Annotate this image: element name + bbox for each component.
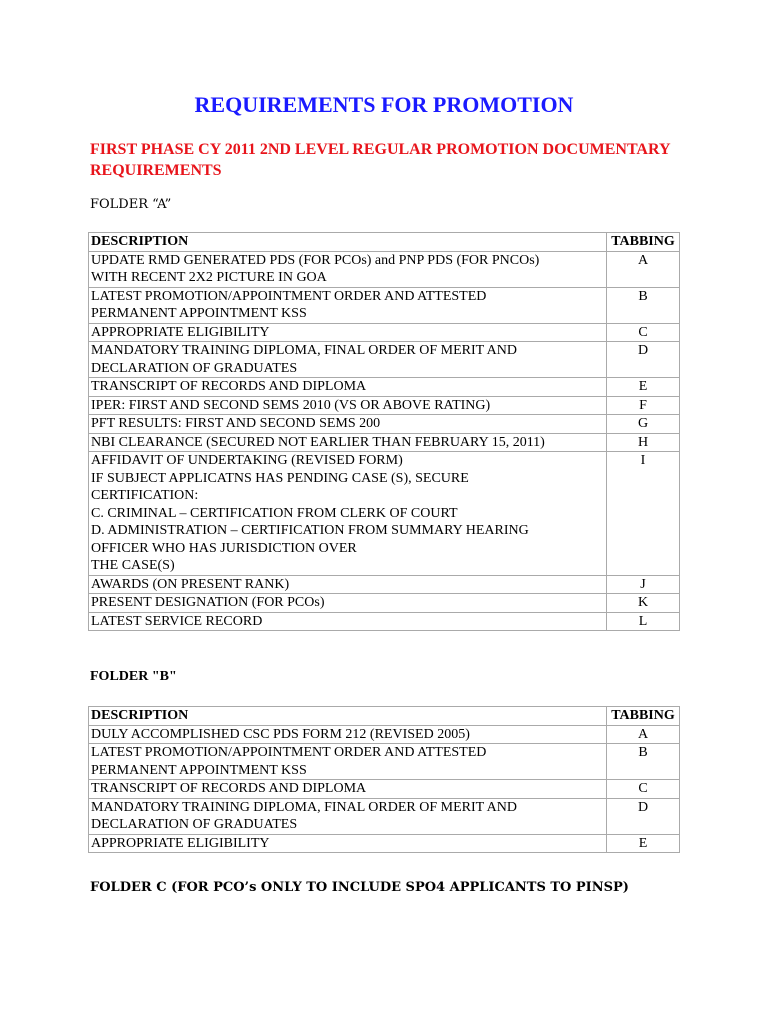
description-line: TRANSCRIPT OF RECORDS AND DIPLOMA [91,781,367,796]
description-line: DECLARATION OF GRADUATES [91,817,298,832]
row-tabbing: B [607,744,680,780]
row-tabbing: H [607,433,680,452]
table-row [89,323,680,342]
row-description [89,415,607,434]
row-description [89,452,607,576]
tabbing-header: TABBING [607,233,680,252]
row-tabbing: I [607,452,680,576]
description-line: MANDATORY TRAINING DIPLOMA, FINAL ORDER OF MERIT AND [91,799,517,815]
table-header-row [89,707,680,726]
description-line: WITH RECENT 2X2 PICTURE IN GOA [91,270,327,285]
description-header: DESCRIPTION [89,707,607,726]
document-subtitle: FIRST PHASE CY 2011 2ND LEVEL REGULAR PROMOTION DOCUMENTARY REQUIREMENTS [90,141,670,179]
description-line: AWARDS (ON PRESENT RANK) [91,576,290,592]
row-description [89,744,607,780]
table-row [89,415,680,434]
row-tabbing: K [607,594,680,613]
description-line: NBI CLEARANCE (SECURED NOT EARLIER THAN FEBRUARY 15, 2011) [91,434,545,450]
row-description [89,612,607,631]
description-line: UPDATE RMD GENERATED PDS (FOR PCOs) and PNP PDS (FOR PNCOs) [91,252,540,268]
row-description [89,323,607,342]
row-tabbing: B [607,287,680,323]
row-description [89,798,607,834]
table-row [89,287,680,323]
description-line: MANDATORY TRAINING DIPLOMA, FINAL ORDER OF MERIT AND [91,343,517,358]
table-row [89,780,680,799]
folder-a-table [88,232,680,631]
row-tabbing: G [607,415,680,434]
description-line: IF SUBJECT APPLICATNS HAS PENDING CASE (S), SECURE [91,470,469,486]
table-row [89,396,680,415]
row-description [89,433,607,452]
table-row [89,433,680,452]
table-row [89,251,680,287]
description-line: AFFIDAVIT OF UNDERTAKING (REVISED FORM) [91,453,403,468]
row-description [89,251,607,287]
folder-c-heading: FOLDER C (FOR PCO’s ONLY TO INCLUDE SPO4 APPLICANTS TO PINSP) [90,880,629,895]
description-line: DECLARATION OF GRADUATES [91,360,298,376]
row-description [89,342,607,378]
row-tabbing: J [607,575,680,594]
table-row [89,378,680,397]
row-tabbing: L [607,612,680,631]
row-tabbing: A [607,725,680,744]
table-row [89,594,680,613]
row-tabbing: A [607,251,680,287]
row-description [89,287,607,323]
row-tabbing: C [607,780,680,799]
description-line: TRANSCRIPT OF RECORDS AND DIPLOMA [91,379,367,394]
row-description [89,378,607,397]
description-line: APPROPRIATE ELIGIBILITY [91,835,270,851]
row-description [89,396,607,415]
description-line: DULY ACCOMPLISHED CSC PDS FORM 212 (REVISED 2005) [91,726,470,742]
description-line: APPROPRIATE ELIGIBILITY [91,324,270,340]
description-line: LATEST SERVICE RECORD [91,613,263,629]
row-tabbing: D [607,798,680,834]
tabbing-header: TABBING [607,707,680,726]
row-description [89,834,607,853]
description-line: IPER: FIRST AND SECOND SEMS 2010 (VS OR ABOVE RATING) [91,397,491,413]
description-line: LATEST PROMOTION/APPOINTMENT ORDER AND ATTESTED [91,288,487,304]
description-line: OFFICER WHO HAS JURISDICTION OVER [91,540,357,556]
description-line: C. CRIMINAL – CERTIFICATION FROM CLERK OF COURT [91,505,458,521]
description-line: PERMANENT APPOINTMENT KSS [91,306,307,321]
table-row [89,725,680,744]
table-row [89,798,680,834]
folder-b-heading: FOLDER "B" [90,669,177,684]
row-description [89,575,607,594]
table-row [89,575,680,594]
description-line: CERTIFICATION: [91,488,199,503]
row-tabbing: E [607,834,680,853]
description-line: PFT RESULTS: FIRST AND SECOND SEMS 200 [91,416,381,431]
table-row [89,744,680,780]
row-description [89,780,607,799]
page-title: REQUIREMENTS FOR PROMOTION [194,92,574,117]
table-row [89,834,680,853]
table-header-row [89,233,680,252]
row-tabbing: E [607,378,680,397]
description-line: PRESENT DESIGNATION (FOR PCOs) [91,595,325,610]
description-line: LATEST PROMOTION/APPOINTMENT ORDER AND ATTESTED [91,745,487,760]
row-tabbing: C [607,323,680,342]
row-description [89,725,607,744]
description-line: D. ADMINISTRATION – CERTIFICATION FROM SUMMARY HEARING [91,523,529,538]
description-header: DESCRIPTION [89,233,607,252]
folder-b-table [88,706,680,853]
table-row [89,452,680,576]
row-tabbing: D [607,342,680,378]
table-row [89,612,680,631]
row-tabbing: F [607,396,680,415]
folder-a-heading: FOLDER “A” [90,197,172,212]
row-description [89,594,607,613]
table-row [89,342,680,378]
description-line: THE CASE(S) [91,558,175,573]
description-line: PERMANENT APPOINTMENT KSS [91,762,307,778]
